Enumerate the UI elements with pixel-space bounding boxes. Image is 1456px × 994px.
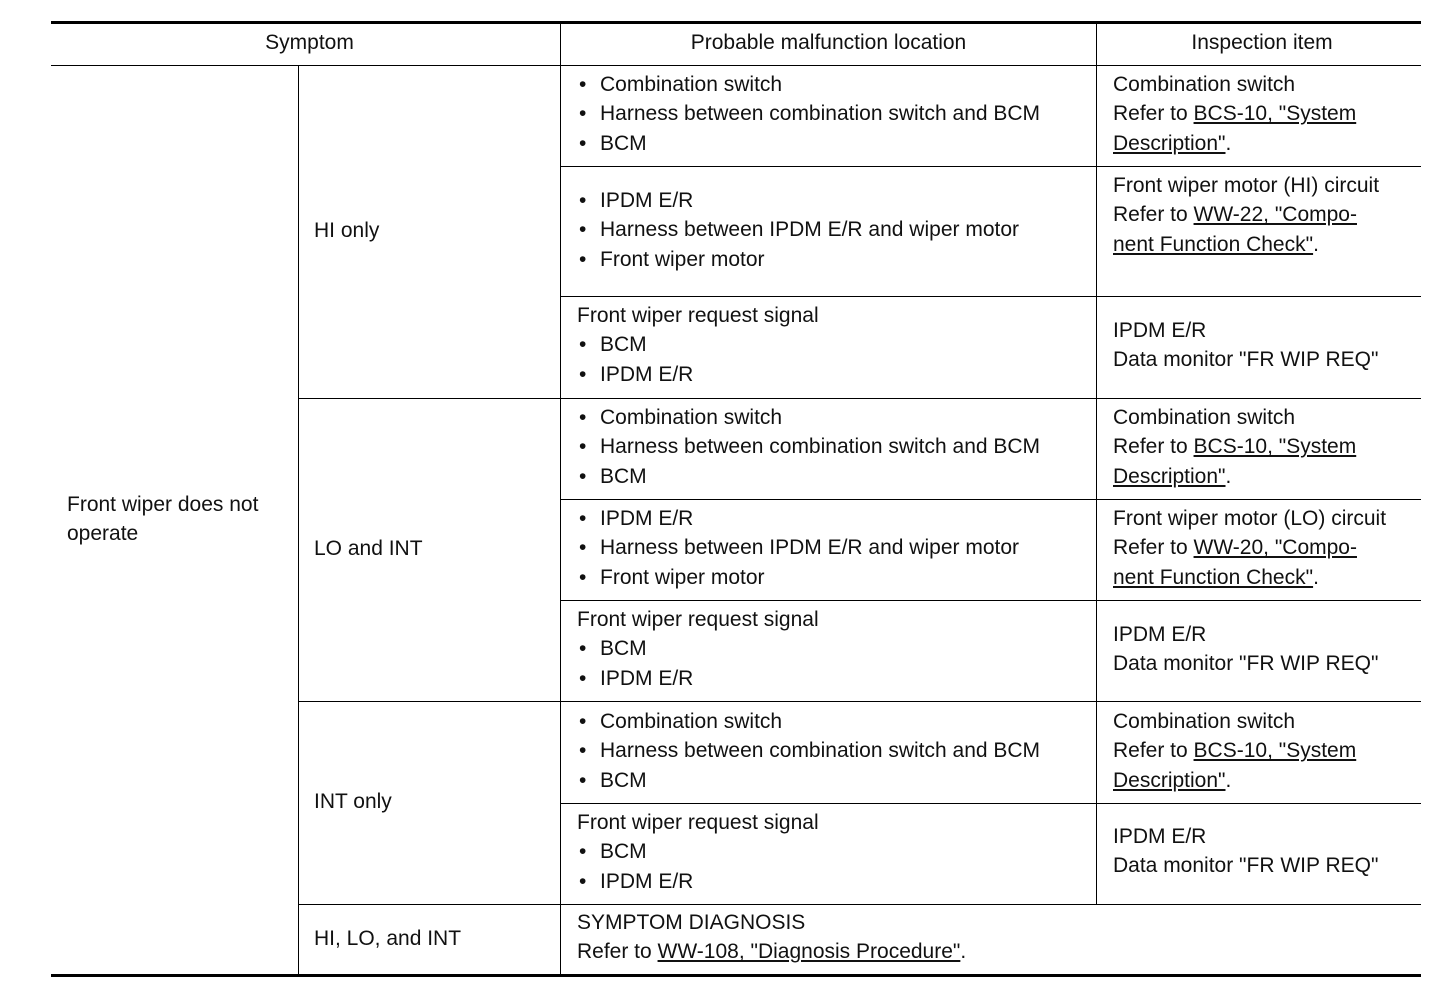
inspection-item-cell bbox=[1113, 707, 1356, 795]
malfunction-location-cell bbox=[577, 301, 819, 389]
ref-suffix: . bbox=[1225, 768, 1232, 792]
bullet-item: • IPDM E/R bbox=[577, 664, 819, 693]
bullet-item: • Combination switch bbox=[577, 707, 1040, 736]
bullet-item: • Harness between IPDM E/R and wiper motor bbox=[577, 215, 1019, 244]
ref-link[interactable]: BCS-10, "System bbox=[1193, 102, 1357, 126]
table-top-rule bbox=[51, 21, 1421, 24]
ref-link[interactable]: Description" bbox=[1113, 131, 1226, 155]
column-divider bbox=[1096, 23, 1097, 904]
malfunction-location-cell bbox=[577, 403, 1040, 491]
inspection-ref-line bbox=[1113, 533, 1386, 562]
inspection-ref-line bbox=[1113, 766, 1356, 795]
header-bottom-rule bbox=[51, 65, 1421, 66]
inspection-ref-line bbox=[1113, 99, 1356, 128]
ref-prefix: Refer to bbox=[577, 940, 658, 964]
inspection-title: Combination switch bbox=[1113, 406, 1296, 429]
bullet-item: • Combination switch bbox=[577, 403, 1040, 432]
symptom-main-line: operate bbox=[67, 522, 139, 546]
inspection-ref-line bbox=[1113, 462, 1356, 491]
ref-prefix: Refer to bbox=[1113, 102, 1194, 126]
inspection-detail: Data monitor "FR WIP REQ" bbox=[1113, 854, 1379, 878]
symptom-main-line: Front wiper does not bbox=[67, 493, 259, 516]
inspection-ref-line bbox=[1113, 563, 1386, 592]
bullet-item: • IPDM E/R bbox=[577, 186, 1019, 215]
inspection-item-cell bbox=[1113, 403, 1356, 491]
ref-link[interactable]: Description" bbox=[1113, 768, 1226, 792]
inspection-item-cell bbox=[1113, 504, 1386, 592]
bullet-item: • IPDM E/R bbox=[577, 504, 1019, 533]
inspection-item-cell bbox=[1113, 171, 1379, 259]
inspection-item-cell bbox=[1113, 620, 1378, 679]
bullet-item: • BCM bbox=[577, 837, 819, 866]
bullet-item: • Harness between combination switch and BCM bbox=[577, 736, 1040, 765]
inspection-item-cell bbox=[1113, 70, 1356, 158]
bullet-item: • Harness between IPDM E/R and wiper motor bbox=[577, 533, 1019, 562]
ref-suffix: . bbox=[1225, 464, 1232, 488]
ref-prefix: Refer to bbox=[1113, 435, 1194, 459]
ref-prefix: Refer to bbox=[1113, 203, 1194, 227]
malfunction-location-cell bbox=[577, 70, 1040, 158]
malfunction-location-cell bbox=[577, 808, 819, 896]
group-divider bbox=[298, 701, 1421, 702]
ref-suffix: . bbox=[960, 940, 967, 964]
inspection-title: Front wiper motor (LO) circuit bbox=[1113, 507, 1387, 530]
location-heading: Front wiper request signal bbox=[577, 304, 819, 327]
bullet-item: • BCM bbox=[577, 462, 1040, 491]
ref-prefix: Refer to bbox=[1113, 739, 1194, 763]
inspection-ref-line bbox=[1113, 200, 1379, 229]
inspection-detail: Data monitor "FR WIP REQ" bbox=[1113, 348, 1379, 372]
inspection-ref-line bbox=[1113, 230, 1379, 259]
ref-link[interactable]: BCS-10, "System bbox=[1193, 739, 1357, 763]
inspection-title: IPDM E/R bbox=[1113, 825, 1207, 848]
bullet-item: • BCM bbox=[577, 330, 819, 359]
malfunction-location-cell bbox=[577, 605, 819, 693]
row-divider bbox=[561, 296, 1421, 297]
bullet-item: • Harness between combination switch and BCM bbox=[577, 432, 1040, 461]
ref-prefix: Refer to bbox=[1113, 536, 1194, 560]
bullet-item: • IPDM E/R bbox=[577, 867, 819, 896]
malfunction-location-cell bbox=[577, 707, 1040, 795]
symptom-diagnosis-title: SYMPTOM DIAGNOSIS bbox=[577, 911, 806, 934]
ref-link[interactable]: WW-108, "Diagnosis Procedure" bbox=[657, 940, 961, 964]
location-heading: Front wiper request signal bbox=[577, 608, 819, 631]
row-divider bbox=[561, 166, 1421, 167]
bullet-item: • Front wiper motor bbox=[577, 245, 1019, 274]
bullet-item: • BCM bbox=[577, 634, 819, 663]
table-bottom-rule bbox=[51, 974, 1421, 977]
symptom-mode-all: HI, LO, and INT bbox=[314, 927, 462, 950]
row-divider bbox=[561, 499, 1421, 500]
symptom-mode-int-only: INT only bbox=[314, 790, 392, 813]
column-divider bbox=[560, 23, 561, 974]
inspection-detail: Data monitor "FR WIP REQ" bbox=[1113, 652, 1379, 676]
inspection-title: IPDM E/R bbox=[1113, 623, 1207, 646]
inspection-ref-line bbox=[1113, 736, 1356, 765]
symptom-mode-hi-only: HI only bbox=[314, 219, 380, 242]
bullet-item: • BCM bbox=[577, 129, 1040, 158]
ref-link[interactable]: WW-22, "Compo- bbox=[1193, 203, 1357, 227]
header-inspection-item: Inspection item bbox=[1191, 31, 1333, 54]
group-divider bbox=[298, 904, 1421, 905]
location-heading: Front wiper request signal bbox=[577, 811, 819, 834]
inspection-item-cell bbox=[1113, 316, 1378, 375]
inspection-title: Combination switch bbox=[1113, 710, 1296, 733]
ref-link[interactable]: WW-20, "Compo- bbox=[1193, 536, 1357, 560]
malfunction-location-cell bbox=[577, 186, 1019, 274]
bullet-item: • Combination switch bbox=[577, 70, 1040, 99]
inspection-title: Front wiper motor (HI) circuit bbox=[1113, 174, 1380, 197]
inspection-title: IPDM E/R bbox=[1113, 319, 1207, 342]
column-divider bbox=[298, 66, 299, 974]
header-symptom: Symptom bbox=[265, 31, 354, 54]
symptom-main bbox=[67, 490, 258, 549]
header-probable-location: Probable malfunction location bbox=[690, 31, 967, 54]
ref-suffix: . bbox=[1313, 565, 1319, 589]
ref-suffix: . bbox=[1225, 131, 1232, 155]
symptom-mode-lo-and-int: LO and INT bbox=[314, 537, 423, 560]
row-divider bbox=[561, 803, 1421, 804]
bullet-item: • Front wiper motor bbox=[577, 563, 1019, 592]
bullet-item: • BCM bbox=[577, 766, 1040, 795]
ref-link[interactable]: nent Function Check" bbox=[1113, 232, 1314, 256]
inspection-ref-line bbox=[1113, 129, 1356, 158]
inspection-ref-line bbox=[1113, 432, 1356, 461]
ref-link[interactable]: nent Function Check" bbox=[1113, 565, 1314, 589]
ref-link[interactable]: BCS-10, "System bbox=[1193, 435, 1357, 459]
bullet-item: • Harness between combination switch and BCM bbox=[577, 99, 1040, 128]
inspection-item-cell bbox=[1113, 822, 1378, 881]
merged-diagnosis-cell bbox=[577, 908, 966, 967]
malfunction-location-cell bbox=[577, 504, 1019, 592]
row-divider bbox=[561, 600, 1421, 601]
ref-suffix: . bbox=[1313, 232, 1319, 256]
ref-link[interactable]: Description" bbox=[1113, 464, 1226, 488]
inspection-ref-line bbox=[577, 937, 966, 966]
bullet-item: • IPDM E/R bbox=[577, 360, 819, 389]
inspection-title: Combination switch bbox=[1113, 73, 1296, 96]
group-divider bbox=[298, 398, 1421, 399]
